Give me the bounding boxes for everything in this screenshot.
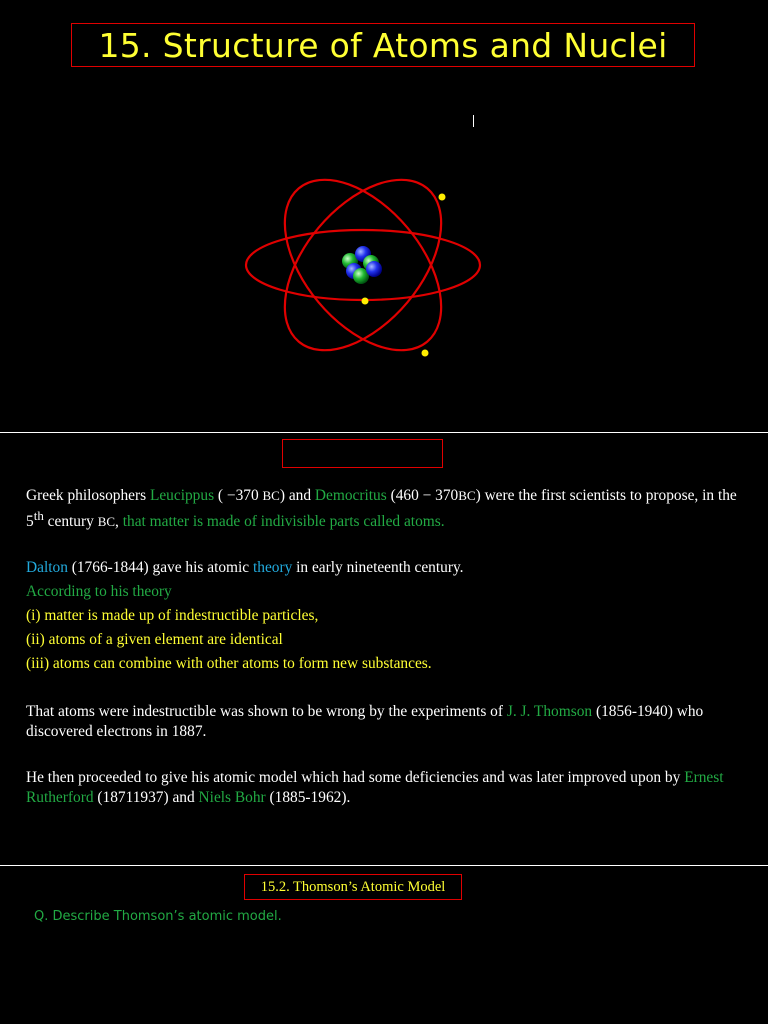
text-run: th [33,508,44,523]
text-run: (1766-1844) gave his atomic [67,559,253,576]
text-run: ) were the first scientists to propose, in the 5 [26,487,737,531]
atom-model-icon [240,175,490,365]
text-run: ( −370 [214,487,263,504]
text-cursor [473,115,474,127]
bohr-name: Niels Bohr [198,789,266,806]
divider [0,432,768,433]
text-run: BC [458,488,476,503]
theory-link[interactable]: theory [252,559,293,576]
leucippus-name: Leucippus [149,487,215,504]
text-run: (18711937) and [93,789,199,806]
list-item: (ii) atoms of a given element are identical [26,631,283,648]
dalton-name: Dalton [26,559,68,576]
section-heading-box [244,874,462,900]
orbit-horizontal [246,230,480,300]
dalton-paragraph [26,558,746,674]
rutherford-name: Ernest Rutherford [26,769,724,806]
text-run: He then proceeded to give his atomic model which had some deficiencies and was later improved upon by [26,769,685,786]
text-run: BC [97,514,116,530]
page-title: 15. Structure of Atoms and Nuclei [98,25,668,65]
list-item: (iii) atoms can combine with other atoms to form new substances. [26,655,432,672]
section-heading-box [282,439,443,468]
text-run: (1856-1940) who discovered electrons in 1887. [26,703,704,740]
text-run: that matter is made of indivisible parts called atoms. [122,513,445,531]
democritus-name: Democritus [314,487,387,504]
list-item: (i) matter is made up of indestructible particles, [26,607,319,624]
thomson-name: J. J. Thomson [506,703,593,720]
text-run: in early nineteenth century. [292,559,464,576]
electron [439,194,446,201]
text-run: (460 − 370 [386,487,459,504]
text-run: century [43,513,98,531]
text-run: That atoms were indestructible was shown to be wrong by the experiments of [26,703,507,720]
text-run: Greek philosophers [26,487,150,504]
intro-paragraph [26,486,746,532]
text-run: ) and [279,487,315,504]
text-run: (1885-1962). [265,789,351,806]
model-paragraph [26,768,746,808]
electron [362,298,369,305]
electron [422,350,429,357]
divider [0,865,768,866]
section-title: 15.2. Thomson’s Atomic Model [260,878,446,895]
nucleus [342,246,382,284]
according-label: According to his theory [26,583,172,600]
thomson-paragraph [26,702,746,742]
text-run: BC [262,488,280,503]
text-run: , [115,513,123,531]
question-text: Q. Describe Thomson’s atomic model. [34,909,282,924]
title-box [71,23,695,67]
